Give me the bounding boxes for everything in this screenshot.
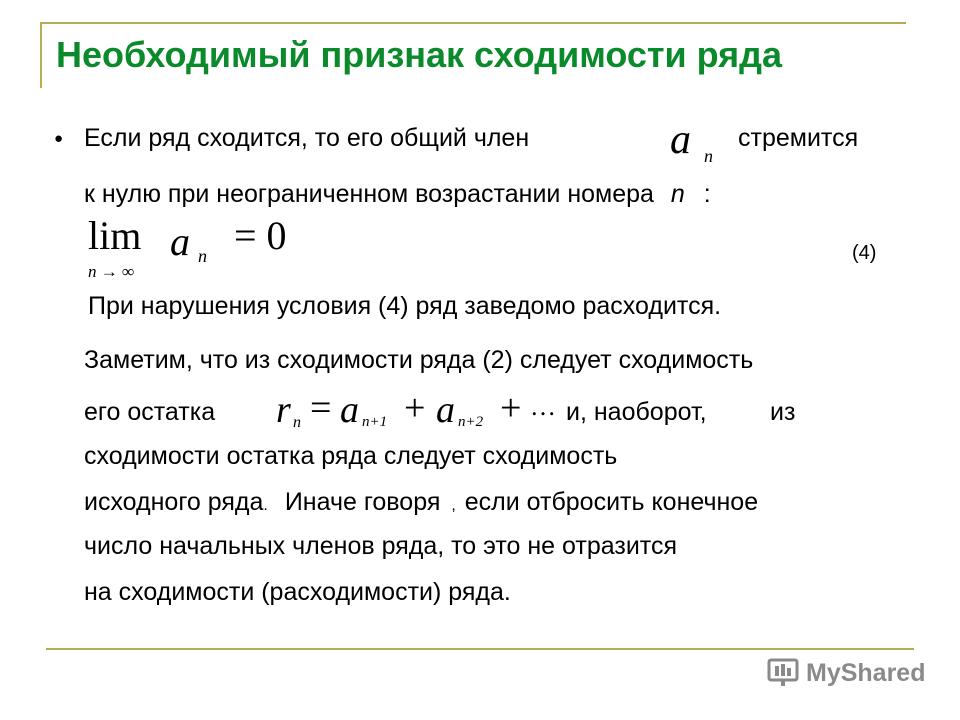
an-subscript: n: [704, 146, 713, 166]
rn-a2: a: [436, 389, 455, 431]
text-initial-terms: число начальных членов ряда, то это не отразится: [84, 532, 677, 560]
formula-a-subscript: n: [198, 246, 207, 266]
text-in-other-words: Иначе говоря: [284, 488, 441, 516]
rn-a2-subscript: n+2: [458, 414, 484, 430]
formula-equals-zero: = 0: [234, 213, 287, 258]
paragraph-line: [84, 578, 511, 607]
an-symbol: a: [670, 117, 691, 163]
rn-symbol: r: [276, 389, 291, 431]
text-original-series: исходного ряда: [84, 488, 264, 516]
top-rule: [40, 22, 906, 24]
paragraph-line: [566, 398, 707, 427]
rn-dots: …: [530, 392, 556, 421]
colon: :: [703, 180, 711, 208]
text-convergence-divergence: на сходимости (расходимости) ряда.: [84, 578, 511, 606]
text-convergence-remainder: сходимости остатка ряда следует сходимость: [84, 442, 618, 470]
paragraph-line: [84, 532, 677, 561]
paragraph-line: [770, 398, 795, 427]
rn-plus2: +: [500, 387, 522, 429]
watermark-logo: [766, 656, 925, 690]
rn-subscript: n: [293, 414, 301, 431]
text-remainder: его остатка: [84, 398, 216, 426]
rn-equals: =: [310, 387, 332, 429]
text-to-zero: к нулю при неограниченном возрастании номера: [84, 180, 654, 208]
rn-plus1: +: [404, 387, 426, 429]
paragraph-line: [738, 124, 858, 153]
small-comma: ,: [451, 497, 456, 514]
formula-a: a: [170, 219, 190, 264]
paragraph-line: [84, 124, 529, 153]
text-general-term: Если ряд сходится, то его общий член: [84, 124, 530, 152]
paragraph-line: [84, 488, 758, 517]
equation-number: (4): [852, 242, 877, 264]
text-if-discard: если отбросить конечное: [464, 488, 759, 516]
left-rule: [40, 22, 42, 88]
slide-title: Необходимый признак сходимости ряда: [56, 34, 783, 75]
bullet-icon: ●: [54, 130, 64, 147]
bottom-rule: [46, 648, 914, 650]
rn-a1: a: [340, 389, 359, 431]
paragraph-line: [84, 442, 617, 471]
text-from: из: [770, 398, 796, 426]
rn-a1-subscript: n+1: [362, 414, 388, 430]
variable-n: n: [670, 180, 685, 208]
paragraph-line: [84, 398, 215, 427]
small-dot: .: [263, 497, 268, 514]
watermark-text: MyShared: [806, 658, 926, 687]
paragraph-line: [84, 180, 711, 209]
paragraph-line: [84, 346, 753, 375]
text-divergence: При нарушения условия (4) ряд заведомо расходится.: [88, 292, 722, 320]
projector-icon: [766, 658, 800, 688]
paragraph-line: [88, 292, 721, 321]
lim-operator: lim: [88, 213, 142, 258]
lim-subscript: n → ∞: [88, 262, 135, 281]
text-tends: стремится: [738, 124, 859, 152]
text-conversely: и, наоборот,: [566, 398, 707, 426]
text-note: Заметим, что из сходимости ряда (2) следует сходимость: [84, 346, 754, 374]
